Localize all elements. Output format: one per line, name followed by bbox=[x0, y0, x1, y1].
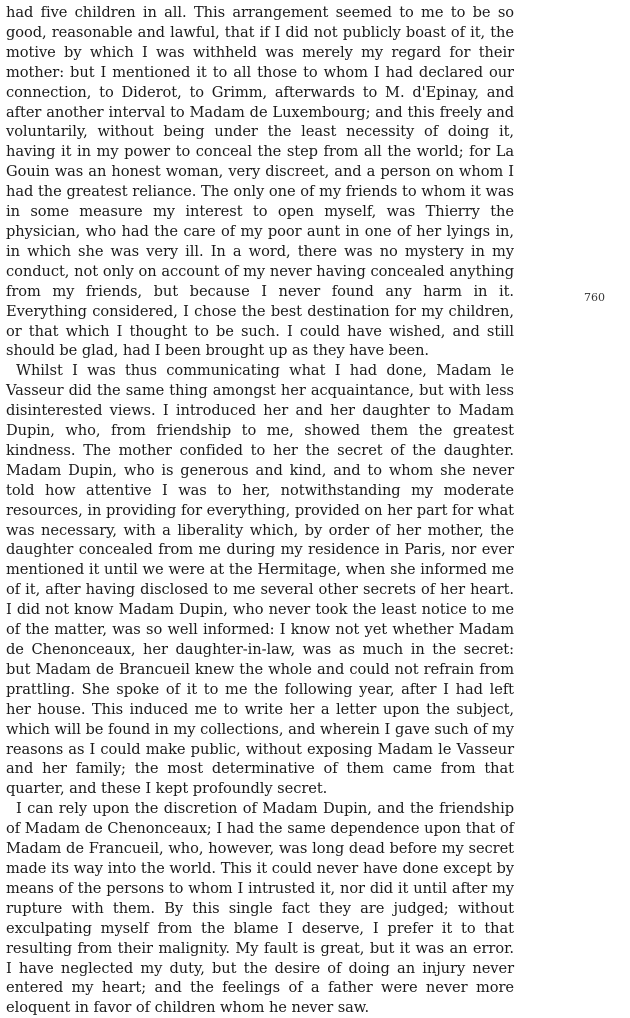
paragraph-2: Whilst I was thus communicating what I had done, Madam le Vasseur did the same thing amongst her acquaintance, but with less disinterested views. I introduced her and her daughter to Madam Dupin, who, from friendship to me, showed them the greatest kindness. The mother confided to her the secret of the daughter. Madam Dupin, who is generous and kind, and to whom she never told how attentive I was to her, notwithstanding my moderate resources, in providing for everything, provided on her part for what was necessary, with a liberality which, by order of her mother, the daughter concealed from me during my residence in Paris, nor ever mentioned it until we were at the Hermitage, when she informed me of it, after having disclosed to me several other secrets of her heart. I did not know Madam Dupin, who never took the least notice to me of the matter, was so well informed: I know not yet whether Madam de Chenonceaux, her daughter-in-law, was as much in the secret: but Madam de Brancueil knew the whole and could not refrain from prattling. She spoke of it to me the following year, after I had left her house. This induced me to write her a letter upon the subject, which will be found in my collections, and wherein I gave such of my reasons as I could make public, without exposing Madam le Vasseur and her family; the most determinative of them came from that quarter, and these I kept profoundly secret. bbox=[6, 362, 514, 798]
book-page bbox=[6, 0, 624, 1017]
page-number: 760 bbox=[584, 291, 605, 304]
paragraph-1: had five children in all. This arrangement seemed to me to be so good, reasonable and lawful, that if I did not publicly boast of it, the motive by which I was withheld was merely my regard for their mother: but I mentioned it to all those to whom I had declared our connection, to Diderot, to Grimm, afterwards to M. d'Epinay, and after another interval to Madam de Luxembourg; and this freely and voluntarily, without being under the least necessity of doing it, having it in my power to conceal the step from all the world; for La Gouin was an honest woman, very discreet, and a person on whom I had the greatest reliance. The only one of my friends to whom it was in some measure my interest to open myself, was Thierry the physician, who had the care of my poor aunt in one of her lyings in, in which she was very ill. In a word, there was no mystery in my conduct, not only on account of my never having concealed anything from my friends, but because I never found any harm in it. Everything considered, I chose the best destination for my children, or that which I thought to be such. I could have wished, and still should be glad, had I been brought up as they have been. bbox=[6, 4, 514, 360]
body-text bbox=[6, 3, 514, 1018]
paragraph-3: I can rely upon the discretion of Madam Dupin, and the friendship of Madam de Chenonceaux; I had the same dependence upon that of Madam de Francueil, who, however, was long dead before my secret made its way into the world. This it could never have done except by means of the persons to whom I intrusted it, nor did it until after my rupture with them. By this single fact they are judged; without exculpating myself from the blame I deserve, I prefer it to that resulting from their malignity. My fault is great, but it was an error. I have neglected my duty, but the desire of doing an injury never entered my heart; and the feelings of a father were never more eloquent in favor of children whom he never saw. bbox=[6, 800, 514, 1017]
